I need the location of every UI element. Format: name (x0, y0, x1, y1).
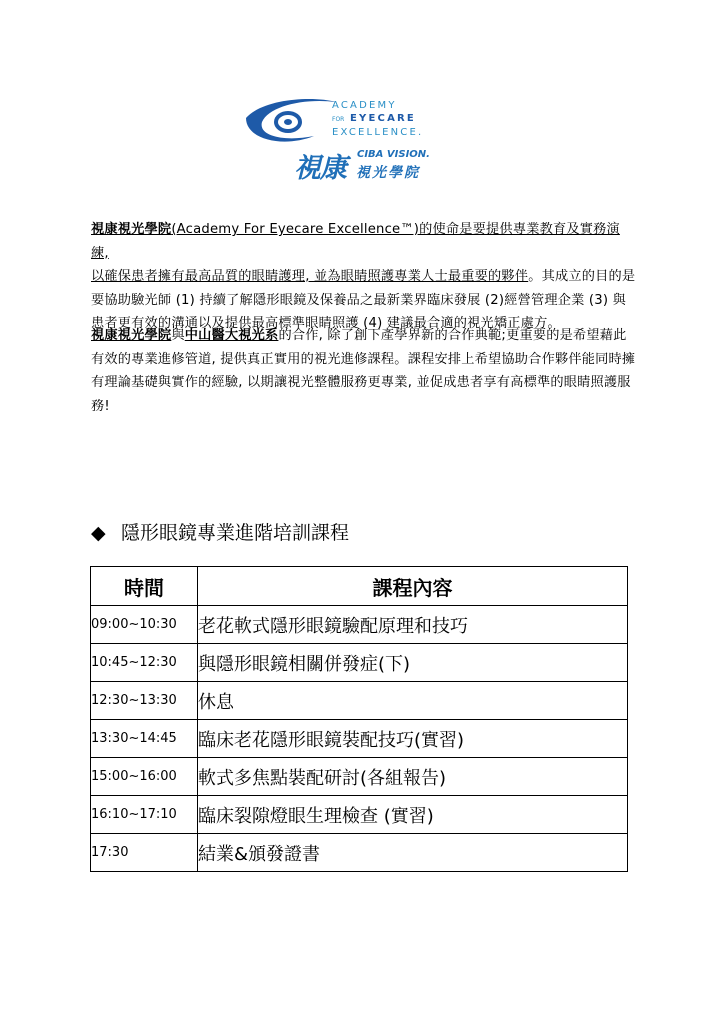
row-time: 13:30~14:45 (91, 720, 198, 758)
section-title: 隱形眼鏡專業進階培訓課程 (121, 522, 350, 544)
partnership-conj: 與 (171, 328, 185, 343)
row-course: 軟式多焦點裝配研討(各組報告) (198, 758, 628, 796)
table-row (91, 834, 628, 872)
row-time: 15:00~16:00 (91, 758, 198, 796)
row-time: 10:45~12:30 (91, 644, 198, 682)
table-row (91, 758, 628, 796)
table-header-row (91, 567, 628, 606)
row-time: 16:10~17:10 (91, 796, 198, 834)
intro-text3: 。其成立的目的是要協助驗光師 (1) 持續了解隱形眼鏡及保養品之最新業界臨床發展 (2)經營管理企業 (3) 與患者更有效的溝通以及提供最高標準眼睛照護 (4) 建議最合適的視光矯正處方。 (91, 269, 636, 331)
table-row (91, 606, 628, 644)
table-row (91, 720, 628, 758)
section-heading (91, 520, 349, 546)
partnership-org-name: 視康視光學院 (91, 328, 172, 343)
logo-wordmark (332, 99, 442, 139)
row-course: 臨床裂隙燈眼生理檢查 (實習) (198, 796, 628, 834)
academy-logo (244, 96, 444, 188)
row-course: 與隱形眼鏡相關併發症(下) (198, 644, 628, 682)
partnership-partner: 中山醫大視光系 (184, 328, 279, 343)
intro-text2: 以確保患者擁有最高品質的眼睛護理, 並為眼睛照護專業人士最重要的夥伴 (91, 269, 529, 284)
partnership-paragraph (91, 324, 636, 418)
table-row (91, 644, 628, 682)
intro-text1: (Academy For Eyecare Excellence™)的使命是要提供專業教育及實務演練, (91, 222, 620, 261)
row-time: 09:00~10:30 (91, 606, 198, 644)
logo-chinese-sub: 視光學院 (356, 165, 420, 181)
header-course: 課程內容 (198, 567, 628, 606)
row-time: 17:30 (91, 834, 198, 872)
diamond-bullet-icon: ◆ (91, 522, 106, 544)
row-course: 結業&頒發證書 (198, 834, 628, 872)
logo-line1: ACADEMY (332, 100, 397, 111)
schedule-table (90, 566, 628, 872)
intro-paragraph (91, 218, 636, 336)
row-time: 12:30~13:30 (91, 682, 198, 720)
partnership-text: 的合作, 除了創下產學界新的合作典範;更重要的是希望藉此有效的專業進修管道, 提供真正實用的視光進修課程。課程安排上希望協助合作夥伴能同時擁有理論基礎與實作的經驗, 以期讓視光整體服務更專業, 並促成患者享有高標準的眼睛照護服務! (91, 328, 636, 414)
logo-line3: EXCELLENCE. (332, 127, 424, 138)
header-time: 時間 (91, 567, 198, 606)
logo-chinese-big: 視康 (294, 153, 346, 184)
row-course: 臨床老花隱形眼鏡裝配技巧(實習) (198, 720, 628, 758)
logo-line2: FOR EYECARE (332, 113, 416, 124)
intro-org-name: 視康視光學院 (91, 222, 172, 237)
row-course: 老花軟式隱形眼鏡驗配原理和技巧 (198, 606, 628, 644)
table-row (91, 796, 628, 834)
table-row (91, 682, 628, 720)
eye-swoosh-icon (244, 96, 344, 146)
logo-brand: CIBA VISION. (357, 149, 430, 160)
row-course: 休息 (198, 682, 628, 720)
